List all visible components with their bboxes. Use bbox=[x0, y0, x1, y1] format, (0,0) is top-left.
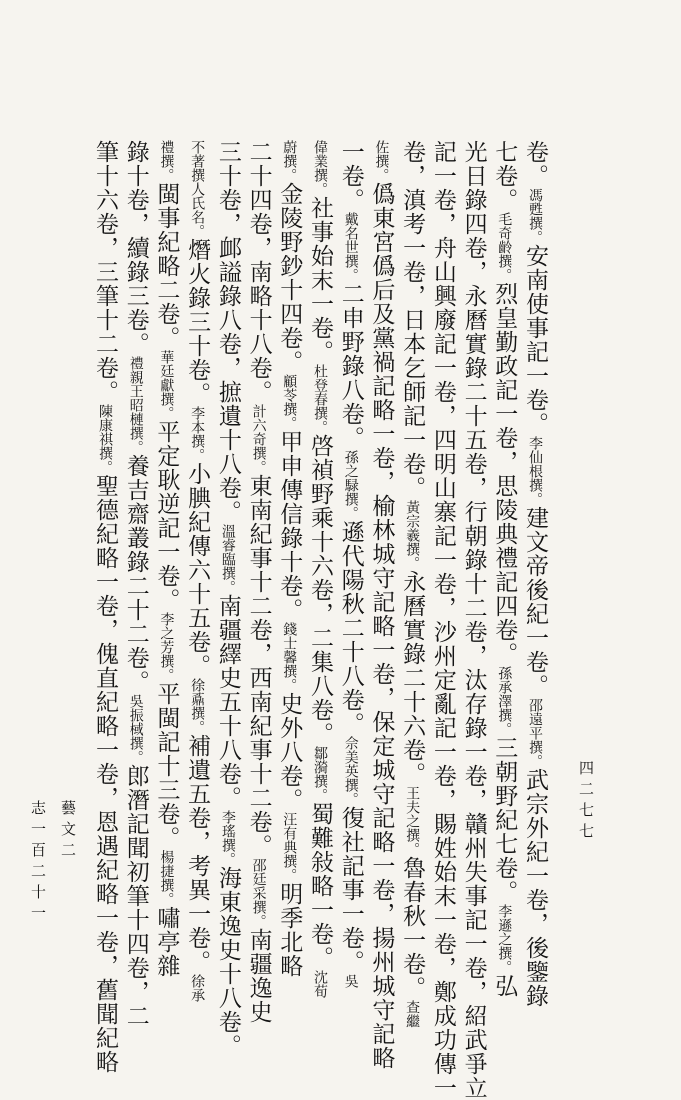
author-note: 李之芳撰。 bbox=[158, 612, 175, 682]
title-text: 海東逸史十八卷。 bbox=[214, 866, 241, 1058]
title-text: 七卷。 bbox=[491, 140, 518, 212]
title-text: 筆十六卷，三筆十二卷。 bbox=[92, 140, 118, 404]
author-note: 邵廷采撰。 bbox=[250, 858, 267, 928]
title-text: 史外八卷。 bbox=[276, 692, 303, 812]
title-text: 甲申傳信錄十卷。 bbox=[276, 430, 303, 622]
text-column bbox=[122, 140, 149, 1028]
author-note: 佐撰。 bbox=[373, 140, 390, 182]
title-text: 烈皇勤政記一卷，思陵典禮記四卷。 bbox=[491, 282, 518, 666]
title-text: 錄十卷，續錄三卷。 bbox=[122, 140, 149, 356]
text-column bbox=[337, 140, 364, 988]
title-text: 三十卷，䘏謚錄八卷，摭遺十八卷。 bbox=[214, 140, 241, 524]
author-note: 不著撰人氏名。 bbox=[189, 140, 206, 238]
author-note: 吳 bbox=[342, 974, 359, 988]
text-column bbox=[399, 140, 426, 1028]
author-note: 李仙根撰。 bbox=[527, 436, 543, 506]
author-note: 杜登春撰。 bbox=[312, 364, 328, 434]
author-note: 楊捷撰。 bbox=[158, 850, 175, 906]
text-column bbox=[307, 140, 333, 998]
author-note: 王夫之撰。 bbox=[404, 786, 421, 856]
title-text: 弘 bbox=[491, 974, 518, 998]
text-column bbox=[245, 140, 272, 1024]
author-note: 黃宗羲撰。 bbox=[404, 500, 421, 570]
text-column bbox=[491, 140, 518, 998]
author-note: 溫睿臨撰。 bbox=[219, 524, 236, 594]
author-note: 顧苓撰。 bbox=[281, 374, 298, 430]
author-note: 鄒漪撰。 bbox=[312, 746, 328, 802]
footer-volume: 志一百二十一 bbox=[29, 800, 47, 926]
title-text: 平定耿逆記一卷。 bbox=[153, 420, 180, 612]
title-text: 蜀難敍略一卷。 bbox=[307, 802, 333, 970]
title-text: 平閩記十三卷。 bbox=[153, 682, 180, 850]
title-text: 卷，滇考一卷，日本乞師記一卷。 bbox=[399, 140, 426, 500]
title-text: 社事始末一卷。 bbox=[307, 196, 333, 364]
title-text: 小腆紀傳六十五卷。 bbox=[184, 462, 211, 678]
title-text: 卷。 bbox=[522, 140, 548, 188]
text-column bbox=[276, 140, 303, 978]
title-text: 一卷。 bbox=[337, 140, 364, 212]
title-text: 東南紀事十二卷，西南紀事十二卷。 bbox=[245, 474, 272, 858]
author-note: 孫之騄撰。 bbox=[342, 450, 359, 520]
footer-page-number: 四二七七 bbox=[577, 760, 595, 844]
author-note: 徐承 bbox=[189, 974, 206, 1002]
title-text: 熸火錄三十卷。 bbox=[184, 238, 211, 406]
author-note: 馮甦撰。 bbox=[527, 188, 543, 244]
title-text: 南疆繹史五十八卷。 bbox=[214, 594, 241, 810]
author-note: 計六奇撰。 bbox=[250, 404, 267, 474]
vertical-text-block bbox=[92, 140, 548, 1100]
author-note: 吳振棫撰。 bbox=[127, 694, 144, 764]
title-text: 二申野錄八卷。 bbox=[337, 282, 364, 450]
title-text: 聖德紀略一卷，傀直紀略一卷，恩遇紀略一卷，舊聞紀略 bbox=[92, 474, 118, 1074]
title-text: 二十四卷，南略十八卷。 bbox=[245, 140, 272, 404]
author-note: 李瑤撰。 bbox=[219, 810, 236, 866]
title-text: 郎潛記聞初筆十四卷，二 bbox=[122, 764, 149, 1028]
author-note: 戴名世撰。 bbox=[342, 212, 359, 282]
author-note: 華廷獻撰。 bbox=[158, 350, 175, 420]
text-column bbox=[92, 140, 118, 1074]
title-text: 南疆逸史 bbox=[245, 928, 272, 1024]
title-text: 明季北略 bbox=[276, 882, 303, 978]
author-note: 毛奇齡撰。 bbox=[496, 212, 513, 282]
author-note: 李本撰。 bbox=[189, 406, 206, 462]
title-text: 嘯亭雜 bbox=[153, 906, 180, 978]
title-text: 金陵野鈔十四卷。 bbox=[276, 182, 303, 374]
title-text: 復社記事一卷。 bbox=[337, 806, 364, 974]
author-note: 沈荀 bbox=[312, 970, 328, 998]
title-text: 補遺五卷，考異一卷。 bbox=[184, 734, 211, 974]
title-text: 僞東宮僞后及黨禍記略一卷，榆林城守記略一卷，保定城守記略一卷，揚州城守記略 bbox=[368, 182, 395, 1070]
footer-section: 藝文二 bbox=[59, 800, 77, 863]
title-text: 閩事紀略二卷。 bbox=[153, 182, 180, 350]
text-column bbox=[429, 140, 456, 1100]
title-text: 武宗外紀一卷，後鑒錄 bbox=[522, 768, 548, 1008]
title-text: 記一卷，舟山興廢記一卷，四明山寨記一卷，沙州定亂記一卷，賜姓始末一卷，鄭成功傳一 bbox=[429, 140, 456, 1100]
author-note: 邵遠平撰。 bbox=[527, 698, 543, 768]
title-text: 養吉齋叢錄二十二卷。 bbox=[122, 454, 149, 694]
title-text: 永曆實錄二十六卷。 bbox=[399, 570, 426, 786]
title-text: 光日錄四卷，永曆實錄二十五卷，行朝錄十二卷，汰存錄一卷，贛州失事記一卷，紹武爭立 bbox=[460, 140, 487, 1100]
text-column bbox=[214, 140, 241, 1058]
title-text: 三朝野紀七卷。 bbox=[491, 736, 518, 904]
text-column bbox=[368, 140, 395, 1070]
author-note: 孫承澤撰。 bbox=[496, 666, 513, 736]
author-note: 李遜之撰。 bbox=[496, 904, 513, 974]
author-note: 禮親王昭槤撰。 bbox=[127, 356, 144, 454]
author-note: 偉業撰。 bbox=[312, 140, 328, 196]
author-note: 錢士馨撰。 bbox=[281, 622, 298, 692]
title-text: 安南使事記一卷。 bbox=[522, 244, 548, 436]
author-note: 陳康祺撰。 bbox=[97, 404, 113, 474]
title-text: 遜代陽秋二十八卷。 bbox=[337, 520, 364, 736]
text-column bbox=[153, 140, 180, 978]
author-note: 禮撰。 bbox=[158, 140, 175, 182]
author-note: 佘美英撰。 bbox=[342, 736, 359, 806]
author-note: 汪有典撰。 bbox=[281, 812, 298, 882]
text-column bbox=[460, 140, 487, 1100]
text-column bbox=[522, 140, 548, 1008]
title-text: 魯春秋一卷。 bbox=[399, 856, 426, 1000]
author-note: 查繼 bbox=[404, 1000, 421, 1028]
text-column bbox=[184, 140, 211, 1002]
author-note: 徐鼒撰。 bbox=[189, 678, 206, 734]
title-text: 啓禎野乘十六卷，二集八卷。 bbox=[307, 434, 333, 746]
title-text: 建文帝後紀一卷。 bbox=[522, 506, 548, 698]
author-note: 蔚撰。 bbox=[281, 140, 298, 182]
